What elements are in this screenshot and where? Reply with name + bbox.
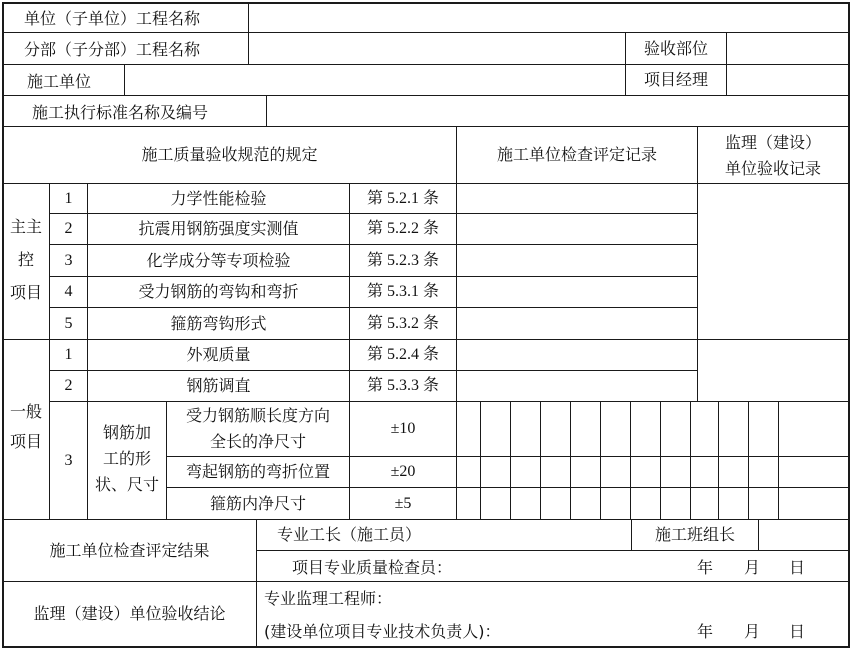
item-clause: 第 5.2.4 条 — [366, 346, 439, 363]
general-label-line2: 项目 — [9, 432, 42, 451]
item-clause: 第 5.2.3 条 — [366, 251, 439, 269]
team-leader-label: 施工班组长 — [654, 525, 735, 544]
item-number: 2 — [64, 377, 73, 394]
item-number: 4 — [64, 283, 73, 300]
date-year-label: 年 — [697, 557, 714, 577]
item-name: 受力钢筋的弯钩和弯折 — [138, 282, 299, 301]
rule — [540, 401, 541, 519]
group-label-line2: 工的形 — [102, 449, 151, 468]
item-name: 外观质量 — [186, 345, 251, 364]
rule — [248, 2, 249, 64]
item-clause: 第 5.2.2 条 — [366, 220, 439, 237]
item-clause: 第 5.3.2 条 — [366, 314, 439, 332]
rule — [778, 401, 779, 519]
main-control-label-line3: 项目 — [9, 283, 42, 302]
item-name: 箍筋弯钩形式 — [170, 313, 267, 333]
rule — [600, 401, 601, 519]
item-name: 钢筋调直 — [186, 376, 251, 395]
main-control-label-line2: 控 — [17, 250, 34, 269]
spec-column-header: 施工质量验收规范的规定 — [141, 145, 318, 164]
sub-project-name-label: 分部（子分部）工程名称 — [24, 40, 201, 59]
item-number: 5 — [64, 314, 73, 332]
item-number: 2 — [64, 220, 73, 237]
rule — [570, 401, 571, 519]
construction-unit-label: 施工单位 — [27, 71, 92, 91]
supervisor-column-header-line2: 单位验收记录 — [724, 159, 821, 178]
sub-item-name: 箍筋内净尺寸 — [209, 493, 306, 513]
item-clause: 第 5.2.1 条 — [366, 189, 439, 207]
item-number: 3 — [64, 251, 73, 269]
rule — [718, 401, 719, 519]
rule — [690, 401, 691, 519]
supervisor-conclusion-label: 监理（建设）单位验收结论 — [33, 604, 226, 623]
item-name: 化学成分等专项检验 — [146, 250, 291, 270]
item-name: 力学性能检验 — [170, 188, 267, 208]
rule — [748, 401, 749, 519]
rule — [124, 64, 125, 95]
sub-item-name-line1: 受力钢筋顺长度方向 — [185, 406, 330, 425]
rule — [266, 95, 267, 126]
general-label-line1: 一般 — [9, 402, 42, 421]
rule — [2, 646, 850, 648]
rule — [726, 32, 727, 95]
item-name: 抗震用钢筋强度实测值 — [138, 219, 299, 238]
date-day-label: 日 — [789, 557, 806, 577]
group-label-line3: 状、尺寸 — [94, 475, 159, 494]
sub-item-name-line2: 全长的净尺寸 — [209, 432, 306, 451]
supervising-engineer-label: 专业监理工程师： — [264, 588, 393, 608]
inspector-label: 项目专业质量检查员： — [292, 557, 453, 577]
contractor-record-column-header: 施工单位检查评定记录 — [496, 145, 657, 164]
item-clause: 第 5.3.1 条 — [366, 283, 439, 300]
rule — [456, 126, 457, 519]
rule — [758, 519, 759, 550]
project-manager-label: 项目经理 — [643, 70, 708, 89]
rule — [510, 401, 511, 519]
item-number: 3 — [64, 451, 73, 469]
standard-name-label: 施工执行标准名称及编号 — [32, 102, 209, 122]
sub-item-name: 弯起钢筋的弯折位置 — [185, 462, 330, 481]
contractor-result-label: 施工单位检查评定结果 — [49, 540, 210, 560]
main-control-label-line1: 主主 — [9, 217, 42, 236]
rule — [848, 2, 850, 648]
group-label-line1: 钢筋加 — [102, 423, 151, 442]
item-number: 1 — [64, 189, 73, 207]
rule — [630, 401, 631, 519]
foreman-label: 专业工长（施工员） — [276, 525, 421, 544]
date-year-label: 年 — [697, 621, 714, 641]
sub-item-tolerance: ±10 — [390, 420, 416, 437]
date-day-label: 日 — [789, 621, 806, 641]
rule — [480, 401, 481, 519]
supervisor-column-header-line1: 监理（建设） — [724, 133, 821, 152]
acceptance-part-label: 验收部位 — [643, 38, 708, 58]
item-number: 1 — [64, 346, 73, 363]
sub-item-tolerance: ±5 — [394, 494, 412, 512]
unit-project-name-label: 单位（子单位）工程名称 — [24, 9, 201, 28]
date-month-label: 月 — [744, 621, 761, 641]
rule — [660, 401, 661, 519]
sub-item-tolerance: ±20 — [390, 463, 416, 480]
owner-representative-label: (建设单位项目专业技术负责人)： — [264, 621, 501, 641]
date-month-label: 月 — [744, 557, 761, 577]
item-clause: 第 5.3.3 条 — [366, 377, 439, 394]
